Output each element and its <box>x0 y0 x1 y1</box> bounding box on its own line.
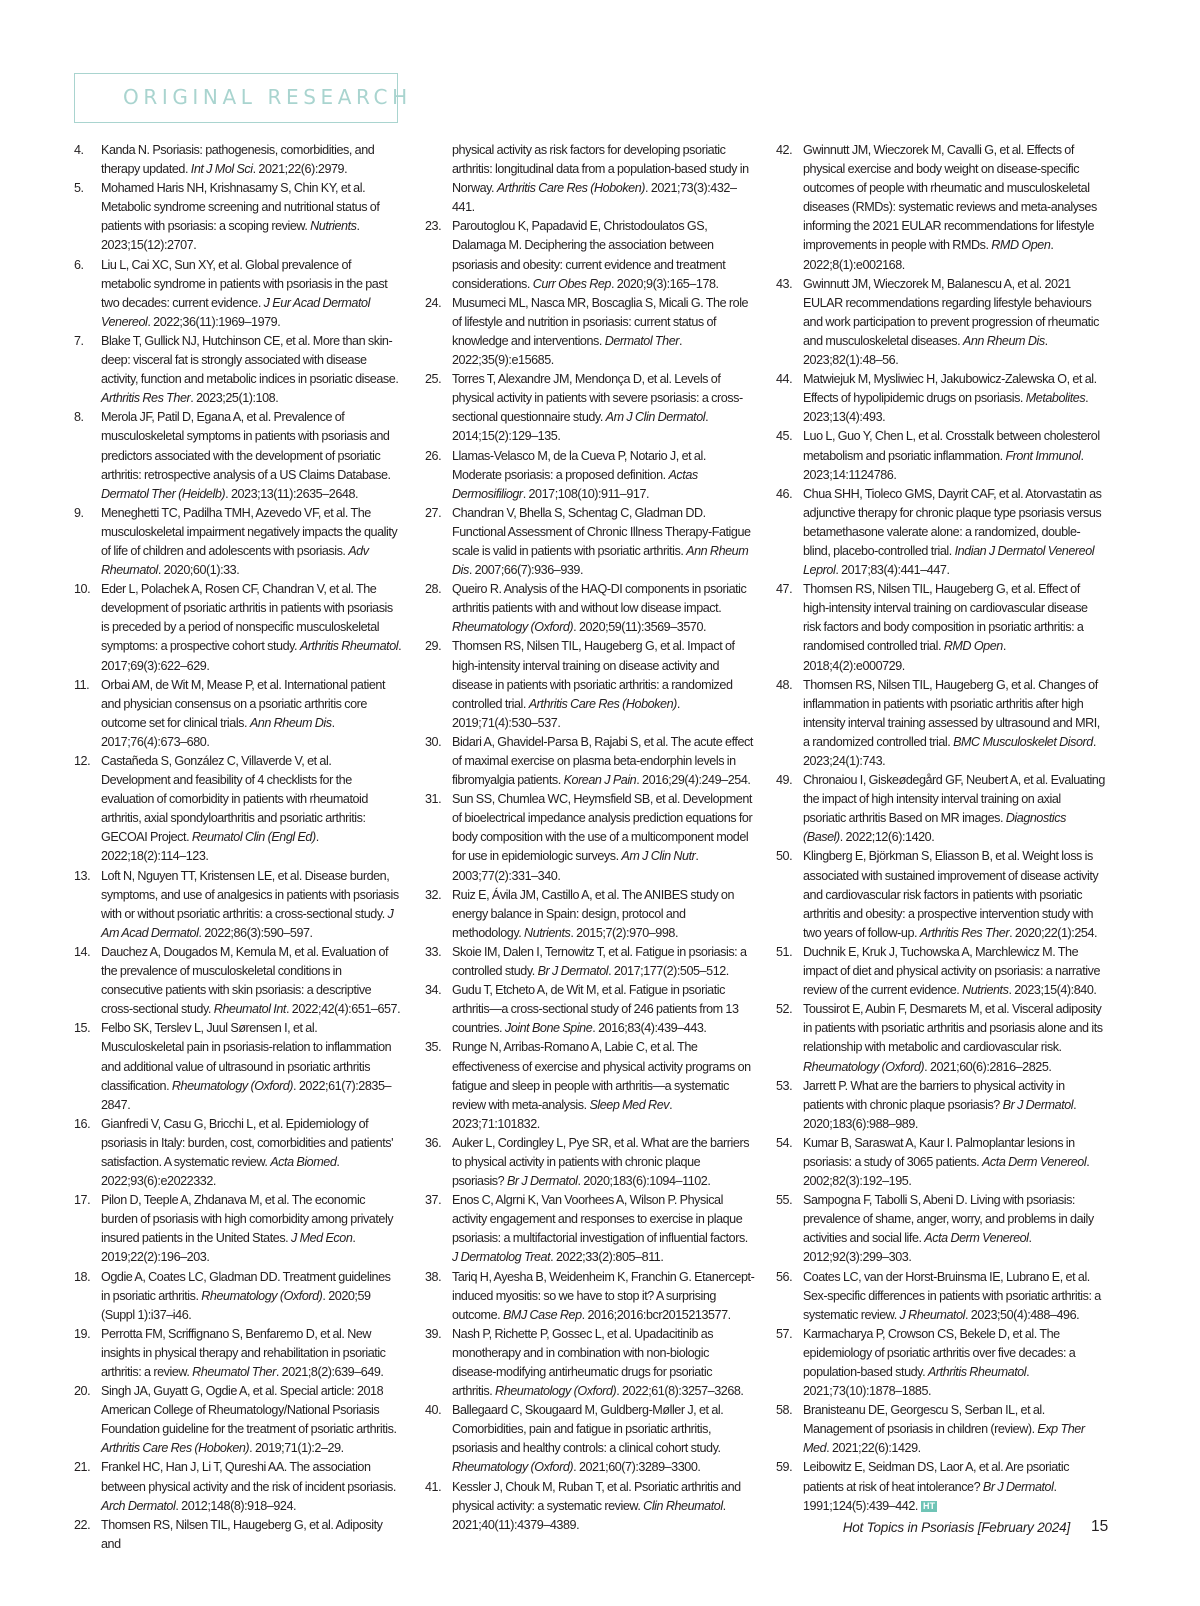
reference-authors-title: Luo L, Guo Y, Chen L, et al. Crosstalk between cholesterol metabolism and psoriatic inflammation. <box>803 429 1100 463</box>
reference-item <box>425 1038 755 1133</box>
reference-item <box>776 427 1106 484</box>
reference-journal: Adv Rheumatol <box>101 543 369 578</box>
reference-authors-title: Enos C, Algrni K, Van Voorhees A, Wilson P. Physical activity engagement and responses to exercise in plaque psoriasis: a multifactorial investigation of influential factors. <box>452 1193 748 1246</box>
reference-citation: . 2020;183(6):988–989. <box>803 1097 1077 1131</box>
reference-item <box>74 256 402 332</box>
reference-journal: Arthritis Care Res (Hoboken) <box>528 696 677 711</box>
reference-citation: . 2022;42(4):651–657. <box>285 1002 401 1017</box>
reference-journal: Rheumatol Ther <box>192 1365 276 1379</box>
reference-journal: Front Immunol <box>1005 448 1081 463</box>
reference-authors-title: Runge N, Arribas-Romano A, Labie C, et al. The effectiveness of exercise and physical activity programs on fatigue and sleep in people with arthritis—a systematic review with meta-analysis. <box>452 1040 751 1112</box>
reference-journal: Diagnostics (Basel) <box>803 811 1066 845</box>
reference-journal: Indian J Dermatol Venereol Leprol <box>803 543 1095 578</box>
reference-journal: Nutrients <box>962 983 1009 998</box>
reference-item <box>74 179 402 255</box>
reference-citation: . 2003;77(2):331–340. <box>452 849 699 883</box>
reference-journal: Rheumatol Int <box>213 1002 286 1017</box>
reference-journal: Clin Rheumatol <box>643 1498 723 1513</box>
reference-authors-title: Nash P, Richette P, Gossec L, et al. Upadacitinib as monotherapy and in combination with non-biologic disease-modifying antirheumatic drugs for psoriatic arthritis. <box>452 1326 714 1399</box>
reference-journal: Am J Clin Dermatol <box>605 410 706 425</box>
reference-item <box>74 676 402 752</box>
reference-item <box>776 275 1106 370</box>
reference-authors-title: Gudu T, Etcheto A, de Wit M, et al. Fatigue in psoriatic arthritis—a cross-sectional study of 246 patients from 13 countries. <box>452 983 739 1036</box>
reference-journal: Joint Bone Spine <box>504 1021 593 1036</box>
reference-citation: . 2019;22(2):196–203. <box>101 1231 356 1265</box>
reference-citation: . 2022;36(11):1969–1979. <box>147 314 281 329</box>
reference-item <box>74 1516 402 1554</box>
reference-citation: . 2020;9(3):165–178. <box>610 276 719 291</box>
reference-authors-title: Dauchez A, Dougados M, Kemula M, et al. Evaluation of the prevalence of musculoskeletal conditions in consecutive patients with skin psoriasis: a descriptive cross-sectional study. <box>101 944 389 1017</box>
reference-item <box>776 1077 1106 1134</box>
reference-item <box>776 370 1106 427</box>
reference-authors-title: Klingberg E, Björkman S, Eliasson B, et al. Weight loss is associated with sustained improvement of disease activity and cardiovascular risk factors in patients with psoriatic arthritis and obesity: a prospective intervention study with two years of follow-up. <box>803 849 1099 940</box>
reference-number: 52. <box>776 1002 793 1017</box>
reference-journal: Br J Dermatol <box>506 1174 578 1189</box>
reference-number: 18. <box>74 1269 91 1284</box>
reference-number: 49. <box>776 773 793 788</box>
reference-authors-title: Llamas-Velasco M, de la Cueva P, Notario J, et al. Moderate psoriasis: a proposed definition. <box>452 448 706 482</box>
reference-journal: Reumatol Clin (Engl Ed) <box>191 830 316 845</box>
reference-authors-title: Eder L, Polachek A, Rosen CF, Chandran V, et al. The development of psoriatic arthritis in patients with psoriasis is preceded by a period of nonspecific musculoskeletal symptoms: a prospective cohort study. <box>101 582 393 654</box>
reference-item <box>425 1191 755 1267</box>
reference-journal: Dermatol Ther <box>604 333 680 348</box>
reference-authors-title: Blake T, Gullick NJ, Hutchinson CE, et al. More than skin-deep: visceral fat is strongly associated with disease activity, function and metabolic indices in psoriatic disease. <box>101 333 399 387</box>
reference-journal: Korean J Pain <box>563 773 637 788</box>
reference-number: 29. <box>425 639 442 654</box>
reference-authors-title: Orbai AM, de Wit M, Mease P, et al. International patient and physician consensus on a psoriatic arthritis core outcome set for clinical trials. <box>101 677 386 730</box>
reference-item <box>425 370 755 446</box>
reference-number: 45. <box>776 429 793 444</box>
section-header-box <box>74 73 412 123</box>
reference-number: 14. <box>74 944 91 959</box>
reference-journal: Actas Dermosifiliogr <box>452 467 698 501</box>
reference-item <box>776 1401 1106 1458</box>
reference-item <box>776 1268 1106 1325</box>
reference-citation: . 2021;40(11):4379–4389. <box>452 1498 726 1532</box>
reference-authors-title: Kumar B, Saraswat A, Kaur I. Palmoplantar lesions in psoriasis: a study of 3065 patients. <box>803 1135 1075 1169</box>
reference-item <box>425 637 755 732</box>
reference-journal: Arthritis Res Ther <box>101 391 191 406</box>
reference-item <box>425 1401 755 1477</box>
reference-number: 12. <box>74 754 91 768</box>
reference-citation: . 2015;7(2):970–998. <box>570 925 679 940</box>
reference-item <box>74 332 402 408</box>
reference-number: 46. <box>776 486 793 501</box>
reference-item <box>776 580 1106 675</box>
reference-authors-title: Coates LC, van der Horst-Bruinsma IE, Lubrano E, et al. Sex-specific differences in patients with psoriatic arthritis: a systematic review. <box>803 1269 1101 1322</box>
reference-journal: J Am Acad Dermatol <box>101 906 394 940</box>
reference-journal: J Eur Acad Dermatol Venereol <box>101 295 370 329</box>
reference-citation: . 2022;86(3):590–597. <box>198 925 313 940</box>
reference-item <box>425 217 755 293</box>
reference-item <box>74 141 402 179</box>
reference-item <box>776 1458 1106 1515</box>
reference-authors-title: Leibowitz E, Seidman DS, Laor A, et al. Are psoriatic patients at risk of heat intolerance? <box>803 1460 1070 1494</box>
reference-authors-title: Karmacharya P, Crowson CS, Bekele D, et al. The epidemiology of psoriatic arthritis over five decades: a population-based study. <box>803 1326 1076 1379</box>
reference-citation: . 2016;83(4):439–443. <box>592 1021 707 1036</box>
reference-column-1 <box>74 141 402 1554</box>
reference-authors-title: Loft N, Nguyen TT, Kristensen LE, et al. Disease burden, symptoms, and use of analgesics in patients with psoriasis with or without psoriatic arthritis: a cross-sectional study. <box>101 868 399 921</box>
reference-authors-title: Chronaiou I, Giskeødegård GF, Neubert A, et al. Evaluating the impact of high intensity interval training on axial psoriatic arthritis Based on MR images. <box>803 773 1105 826</box>
reference-journal: Rheumatology (Oxford) <box>803 1059 925 1074</box>
reference-journal: Int J Mol Sci <box>190 162 253 177</box>
reference-journal: Nutrients <box>524 925 571 940</box>
reference-citation: . 2017;177(2):505–512. <box>608 964 729 979</box>
reference-authors-title: Ogdie A, Coates LC, Gladman DD. Treatment guidelines in psoriatic arthritis. <box>101 1269 391 1303</box>
reference-authors-title: Mohamed Haris NH, Krishnasamy S, Chin KY, et al. Metabolic syndrome screening and nutritional status of patients with psoriasis: a scoping review. <box>101 181 380 234</box>
reference-number: 57. <box>776 1326 793 1341</box>
reference-number: 33. <box>425 944 442 959</box>
reference-citation: . 2017;69(3):622–629. <box>101 639 402 673</box>
reference-journal: Br J Dermatol <box>982 1479 1054 1494</box>
reference-journal: J Med Econ <box>290 1231 353 1246</box>
reference-authors-title: Frankel HC, Han J, Li T, Qureshi AA. The association between physical activity and the risk of incident psoriasis. <box>101 1460 396 1494</box>
reference-authors-title: Ruiz E, Ávila JM, Castillo A, et al. The ANIBES study on energy balance in Spain: design, protocol and methodology. <box>452 887 735 940</box>
reference-citation: . 2023;15(4):840. <box>1008 983 1097 998</box>
reference-item <box>74 943 402 1019</box>
reference-authors-title: Gwinnutt JM, Wieczorek M, Balanescu A, et al. 2021 EULAR recommendations regarding lifestyle behaviours and work participation to prevent progression of rheumatic and musculoskeletal diseases. <box>803 276 1099 348</box>
reference-journal: Acta Derm Venereol <box>924 1231 1029 1246</box>
reference-journal: Sleep Med Rev <box>589 1097 670 1112</box>
reference-number: 23. <box>425 219 442 234</box>
reference-authors-title: Tariq H, Ayesha B, Weidenheim K, Franchin G. Etanercept-induced myositis: so we have to stop it? A surprising outcome. <box>452 1269 755 1322</box>
reference-number: 22. <box>74 1517 91 1532</box>
reference-citation: . 2016;2016:bcr2015213577. <box>581 1307 731 1322</box>
reference-citation: . 2021;60(6):2816–2825. <box>924 1059 1052 1074</box>
reference-item <box>74 1325 402 1382</box>
reference-journal: Ann Rheum Dis <box>452 543 749 578</box>
reference-citation: . 2021;60(7):3289–3300. <box>573 1460 701 1475</box>
reference-item <box>776 676 1106 771</box>
reference-journal: Arthritis Rheumatol <box>299 639 399 654</box>
reference-journal: RMD Open <box>991 238 1051 253</box>
reference-authors-title: Gwinnutt JM, Wieczorek M, Cavalli G, et al. Effects of physical exercise and body weight on disease-specific outcomes of people with rheumatic and musculoskeletal diseases (RMDs): systematic reviews and meta-analyses informing the 2021 EULAR recommendations for lifestyle improvements in people with RMDs. <box>803 143 1097 253</box>
reference-authors-title: Thomsen RS, Nilsen TIL, Haugeberg G, et al. Effect of high-intensity interval training on cardiovascular disease risk factors and body composition in psoriatic arthritis: a randomised controlled trial. <box>803 582 1088 654</box>
reference-item <box>74 867 402 943</box>
reference-item <box>425 1268 755 1325</box>
reference-number: 13. <box>74 868 91 883</box>
reference-item <box>74 1191 402 1267</box>
reference-authors-title: Matwiejuk M, Mysliwiec H, Jakubowicz-Zalewska O, et al. Effects of hypolipidemic drugs on psoriasis. <box>803 372 1097 406</box>
reference-number: 54. <box>776 1135 793 1150</box>
reference-authors-title: Thomsen RS, Nilsen TIL, Haugeberg G, et al. Changes of inflammation in patients with psoriatic arthritis after high intensity interval training assessed by ultrasound and MRI, a randomized controlled trial. <box>803 677 1100 749</box>
reference-item <box>74 752 402 867</box>
reference-citation: . 2019;71(4):530–537. <box>452 696 680 730</box>
reference-number: 4. <box>74 143 84 157</box>
reference-authors-title: Kanda N. Psoriasis: pathogenesis, comorbidities, and therapy updated. <box>101 143 375 177</box>
reference-item <box>776 771 1106 847</box>
reference-citation: . 2022;18(2):114–123. <box>101 830 319 864</box>
reference-citation: . 2023;13(4):493. <box>803 391 1089 425</box>
reference-item <box>425 294 755 370</box>
reference-item <box>425 943 755 981</box>
reference-number: 31. <box>425 792 442 807</box>
reference-number: 28. <box>425 582 442 597</box>
reference-citation: . 2012;92(3):299–303. <box>803 1231 1032 1265</box>
reference-journal: Rheumatology (Oxford) <box>171 1078 294 1093</box>
reference-citation: . 2022;8(1):e002168. <box>803 238 1054 272</box>
reference-column-3 <box>776 141 1106 1516</box>
reference-journal: Ann Rheum Dis <box>962 333 1045 348</box>
reference-citation: . 2023;14:1124786. <box>803 448 1084 482</box>
reference-item <box>425 790 755 885</box>
reference-citation: . 2019;71(1):2–29. <box>249 1441 344 1456</box>
reference-citation: . 2022;61(8):3257–3268. <box>616 1384 744 1399</box>
reference-item <box>74 1458 402 1515</box>
reference-citation: . 2018;4(2):e000729. <box>803 639 1006 673</box>
reference-authors-title: Merola JF, Patil D, Egana A, et al. Prevalence of musculoskeletal symptoms in patients with psoriasis and predictors associated with the development of psoriatic arthritis: retrospective analysis of a US Claims Database. <box>101 410 391 482</box>
reference-journal: Ann Rheum Dis <box>249 715 332 730</box>
reference-number: 11. <box>74 677 90 692</box>
reference-citation: . 2020;59(11):3569–3570. <box>573 620 707 635</box>
reference-journal: Br J Dermatol <box>1002 1097 1074 1112</box>
reference-number: 25. <box>425 372 442 387</box>
reference-authors-title: Kessler J, Chouk M, Ruban T, et al. Psoriatic arthritis and physical activity: a systematic review. <box>452 1479 741 1513</box>
reference-authors-title: Felbo SK, Terslev L, Juul Sørensen I, et al. Musculoskeletal pain in psoriasis-relation to inflammation and additional value of ultrasound in psoriatic arthritis classification. <box>101 1021 392 1093</box>
reference-number: 20. <box>74 1384 91 1399</box>
reference-authors-title: Branisteanu DE, Georgescu S, Serban IL, et al. Management of psoriasis in children (review). <box>803 1403 1045 1437</box>
reference-authors-title: Musumeci ML, Nasca MR, Boscaglia S, Micali G. The role of lifestyle and nutrition in psoriasis: current status of knowledge and interventions. <box>452 295 749 348</box>
reference-number: 36. <box>425 1135 442 1150</box>
reference-journal: J Rheumatol <box>899 1307 965 1322</box>
reference-citation: . 2023;50(4):488–496. <box>964 1307 1080 1322</box>
reference-citation: . 1991;124(5):439–442. <box>803 1479 1057 1513</box>
reference-number: 10. <box>74 582 91 597</box>
reference-journal: Rheumatology (Oxford) <box>495 1384 617 1399</box>
reference-journal: Arch Dermatol <box>101 1498 176 1513</box>
reference-citation: . 2023;15(12):2707. <box>101 219 360 253</box>
reference-number: 41. <box>425 1479 442 1494</box>
reference-citation: . 2023;13(11):2635–2648. <box>225 486 359 501</box>
reference-citation: . 2022;33(2):805–811. <box>550 1250 664 1265</box>
reference-item <box>776 943 1106 1000</box>
reference-number: 44. <box>776 372 793 387</box>
reference-journal: Am J Clin Nutr <box>621 849 696 864</box>
reference-number: 42. <box>776 143 793 157</box>
reference-journal: Acta Biomed <box>270 1154 337 1169</box>
reference-number: 43. <box>776 276 793 291</box>
reference-authors-title: physical activity as risk factors for developing psoriatic arthritis: longitudinal data from a population-based study in Norway. <box>452 143 749 196</box>
reference-authors-title: Toussirot E, Aubin F, Desmarets M, et al. Visceral adiposity in patients with psoriatic arthritis and psoriasis alone and its relationship with metabolic and cardiovascular risk. <box>803 1002 1103 1055</box>
reference-number: 48. <box>776 677 793 692</box>
reference-journal: Dermatol Ther (Heidelb) <box>101 486 226 501</box>
reference-item <box>74 1268 402 1325</box>
reference-citation: . 2020;22(1):254. <box>1009 925 1098 940</box>
reference-authors-title: Skoie IM, Dalen I, Ternowitz T, et al. Fatigue in psoriasis: a controlled study. <box>452 944 747 979</box>
reference-number: 16. <box>74 1116 91 1131</box>
reference-authors-title: Paroutoglou K, Papadavid E, Christodoulatos GS, Dalamaga M. Deciphering the association between psoriasis and obesity: current evidence and treatment considerations. <box>452 219 726 291</box>
reference-journal: Metabolites <box>1025 391 1086 406</box>
reference-number: 39. <box>425 1326 442 1341</box>
reference-item <box>425 1478 755 1535</box>
reference-journal: Arthritis Res Ther <box>919 925 1010 940</box>
reference-citation: . 2020;183(6):1094–1102. <box>577 1174 711 1189</box>
reference-number: 7. <box>74 333 84 348</box>
reference-number: 9. <box>74 505 84 520</box>
reference-citation: . 2012;148(8):918–924. <box>175 1498 297 1513</box>
reference-citation: . 2021;8(2):639–649. <box>275 1365 384 1379</box>
reference-number: 30. <box>425 734 442 749</box>
reference-journal: J Dermatolog Treat <box>452 1250 551 1265</box>
section-label: ORIGINAL RESEARCH <box>123 85 412 109</box>
reference-citation: . 2022;93(6):e2022332. <box>101 1154 340 1189</box>
end-of-article-badge: HT <box>922 1500 935 1511</box>
reference-item <box>425 580 755 637</box>
reference-authors-title: Sampogna F, Tabolli S, Abeni D. Living with psoriasis: prevalence of shame, anger, worry, and problems in daily activities and social life. <box>803 1193 1094 1246</box>
reference-citation: . 2021;22(6):2979. <box>252 162 348 177</box>
reference-item <box>776 1134 1106 1191</box>
reference-item <box>425 1134 755 1191</box>
reference-authors-title: Thomsen RS, Nilsen TIL, Haugeberg G, et al. Adiposity and <box>101 1517 383 1551</box>
reference-number: 37. <box>425 1193 442 1208</box>
reference-item <box>776 1191 1106 1267</box>
reference-authors-title: Jarrett P. What are the barriers to physical activity in patients with chronic plaque psoriasis? <box>803 1078 1065 1112</box>
reference-authors-title: Bidari A, Ghavidel-Parsa B, Rajabi S, et al. The acute effect of maximal exercise on plasma beta-endorphin levels in fibromyalgia patients. <box>452 734 753 788</box>
reference-journal: RMD Open <box>943 639 1003 654</box>
reference-authors-title: Torres T, Alexandre JM, Mendonça D, et al. Levels of physical activity in patients with severe psoriasis: a cross-sectional questionnaire study. <box>452 372 743 425</box>
reference-item <box>776 847 1106 942</box>
reference-citation: . 2017;108(10):911–917. <box>522 486 650 501</box>
reference-number: 47. <box>776 582 793 597</box>
reference-journal: Rheumatology (Oxford) <box>452 620 574 635</box>
reference-continuation <box>425 141 755 217</box>
reference-authors-title: Perrotta FM, Scriffignano S, Benfaremo D, et al. New insights in physical therapy and rehabilitation in psoriatic arthritis: a review. <box>101 1326 386 1379</box>
reference-citation: . 2022;35(9):e15685. <box>452 333 683 368</box>
reference-number: 5. <box>74 181 84 196</box>
reference-item <box>425 1325 755 1401</box>
reference-journal: Rheumatology (Oxford) <box>452 1460 574 1475</box>
reference-journal: Exp Ther Med <box>803 1422 1085 1456</box>
reference-journal: Arthritis Rheumatol <box>927 1365 1027 1379</box>
reference-number: 53. <box>776 1078 793 1093</box>
reference-number: 24. <box>425 295 442 310</box>
reference-journal: BMJ Case Rep <box>502 1307 582 1322</box>
reference-citation: . 2023;82(1):48–56. <box>803 333 1048 368</box>
reference-citation: . 2002;82(3):192–195. <box>803 1154 1090 1189</box>
reference-column-2 <box>425 141 755 1535</box>
reference-item <box>74 580 402 675</box>
reference-journal: Curr Obes Rep <box>532 276 611 291</box>
reference-item <box>776 141 1106 275</box>
reference-item <box>425 733 755 790</box>
reference-journal: Arthritis Care Res (Hoboken) <box>496 181 646 196</box>
reference-number: 59. <box>776 1460 793 1475</box>
reference-number: 40. <box>425 1403 442 1418</box>
page-number: 15 <box>1091 1518 1109 1535</box>
reference-authors-title: Pilon D, Teeple A, Zhdanava M, et al. The economic burden of psoriasis with high comorbidity among privately insured patients in the United States. <box>101 1193 394 1246</box>
reference-citation: . 2020;60(1):33. <box>157 563 240 578</box>
reference-item <box>74 408 402 503</box>
reference-item <box>425 504 755 580</box>
reference-authors-title: Duchnik E, Kruk J, Tuchowska A, Marchlewicz M. The impact of diet and physical activity on psoriasis: a narrative review of the current evidence. <box>803 944 1100 998</box>
footer-journal-title: Hot Topics in Psoriasis [February 2024] <box>842 1520 1070 1535</box>
reference-authors-title: Chandran V, Bhella S, Schentag C, Gladman DD. Functional Assessment of Chronic Illness Therapy-Fatigue scale is valid in patients with psoriatic arthritis. <box>452 505 751 558</box>
reference-journal: Br J Dermatol <box>537 964 609 979</box>
reference-item <box>74 504 402 580</box>
reference-journal: Rheumatology (Oxford) <box>201 1288 323 1303</box>
reference-authors-title: Chua SHH, Tioleco GMS, Dayrit CAF, et al. Atorvastatin as adjunctive therapy for chronic plaque type psoriasis versus betamethasone valerate alone: a randomized, double-blind, placebo-controlled trial. <box>803 486 1102 558</box>
reference-item <box>776 1000 1106 1076</box>
reference-citation: . 2021;22(6):1429. <box>826 1441 921 1456</box>
reference-citation: . 2022;12(6):1420. <box>839 830 935 845</box>
reference-item <box>776 1325 1106 1401</box>
reference-citation: . 2007;66(7):936–939. <box>468 563 584 578</box>
reference-number: 17. <box>74 1193 91 1208</box>
reference-citation: . 2017;83(4):441–447. <box>835 563 950 578</box>
reference-number: 21. <box>74 1460 91 1475</box>
reference-journal: Nutrients <box>310 219 357 234</box>
reference-number: 27. <box>425 505 442 520</box>
reference-number: 34. <box>425 983 442 998</box>
reference-authors-title: Thomsen RS, Nilsen TIL, Haugeberg G, et al. Impact of high-intensity interval training on disease activity and disease in patients with psoriatic arthritis: a randomized controlled trial. <box>452 639 735 711</box>
reference-citation: . 2020;59 (Suppl 1):i37–i46. <box>101 1288 371 1322</box>
reference-item <box>74 1019 402 1114</box>
reference-citation: . 2016;29(4):249–254. <box>636 773 751 788</box>
reference-item <box>425 886 755 943</box>
reference-citation: . 2021;73(10):1878–1885. <box>803 1365 1030 1399</box>
reference-number: 15. <box>74 1021 91 1036</box>
reference-authors-title: Meneghetti TC, Padilha TMH, Azevedo VF, et al. The musculoskeletal impairment negatively impacts the quality of life of children and adolescents with psoriasis. <box>101 505 398 558</box>
reference-authors-title: Sun SS, Chumlea WC, Heymsfield SB, et al. Development of bioelectrical impedance analysis prediction equations for body composition with the use of a multicomponent model for use in epidemiologic surveys. <box>452 792 753 864</box>
reference-number: 55. <box>776 1193 793 1208</box>
reference-item <box>425 981 755 1038</box>
reference-item <box>776 485 1106 580</box>
reference-number: 58. <box>776 1403 793 1418</box>
reference-authors-title: Singh JA, Guyatt G, Ogdie A, et al. Special article: 2018 American College of Rheumatology/National Psoriasis Foundation guideline for the treatment of psoriatic arthritis. <box>101 1384 397 1437</box>
reference-authors-title: Castañeda S, González C, Villaverde V, et al. Development and feasibility of 4 checklists for the evaluation of comorbidity in patients with rheumatoid arthritis, axial spondyloarthritis and psoriatic arthritis: GECOAI Project. <box>101 754 368 845</box>
reference-number: 56. <box>776 1269 793 1284</box>
reference-number: 50. <box>776 849 793 864</box>
reference-journal: Arthritis Care Res (Hoboken) <box>101 1441 250 1456</box>
reference-number: 8. <box>74 410 84 425</box>
reference-item <box>425 447 755 504</box>
reference-number: 35. <box>425 1040 442 1055</box>
reference-citation: . 2017;76(4):673–680. <box>101 715 335 749</box>
reference-citation: . 2021;73(3):432–441. <box>452 181 737 215</box>
reference-item <box>74 1115 402 1191</box>
reference-number: 6. <box>74 257 84 272</box>
reference-citation: . 2023;71:101832. <box>452 1097 673 1131</box>
reference-journal: Acta Derm Venereol <box>981 1154 1087 1169</box>
reference-authors-title: Auker L, Cordingley L, Pye SR, et al. What are the barriers to physical activity in patients with chronic plaque psoriasis? <box>452 1135 750 1189</box>
reference-citation: . 2023;24(1):743. <box>803 734 1096 768</box>
reference-journal: BMC Musculoskelet Disord <box>953 734 1093 749</box>
reference-citation: . 2023;25(1):108. <box>190 391 279 406</box>
reference-authors-title: Gianfredi V, Casu G, Bricchi L, et al. Epidemiology of psoriasis in Italy: burden, cost, comorbidities and patients' satisfaction. A systematic review. <box>101 1116 394 1169</box>
reference-item <box>74 1382 402 1458</box>
reference-number: 32. <box>425 887 442 902</box>
reference-citation: . 2014;15(2):129–135. <box>452 410 709 444</box>
reference-authors-title: Ballegaard C, Skougaard M, Guldberg-Møller J, et al. Comorbidities, pain and fatigue in psoriatic arthritis, psoriasis and healthy controls: a clinical cohort study. <box>452 1403 724 1456</box>
reference-citation: . 2022;61(7):2835–2847. <box>101 1078 392 1112</box>
reference-number: 19. <box>74 1326 91 1341</box>
reference-number: 26. <box>425 448 442 463</box>
reference-authors-title: Queiro R. Analysis of the HAQ-DI components in psoriatic arthritis patients with and without low disease impact. <box>452 582 747 616</box>
reference-number: 38. <box>425 1269 442 1284</box>
reference-number: 51. <box>776 944 793 959</box>
reference-authors-title: Liu L, Cai XC, Sun XY, et al. Global prevalence of metabolic syndrome in patients with psoriasis in the past two decades: current evidence. <box>101 257 388 310</box>
